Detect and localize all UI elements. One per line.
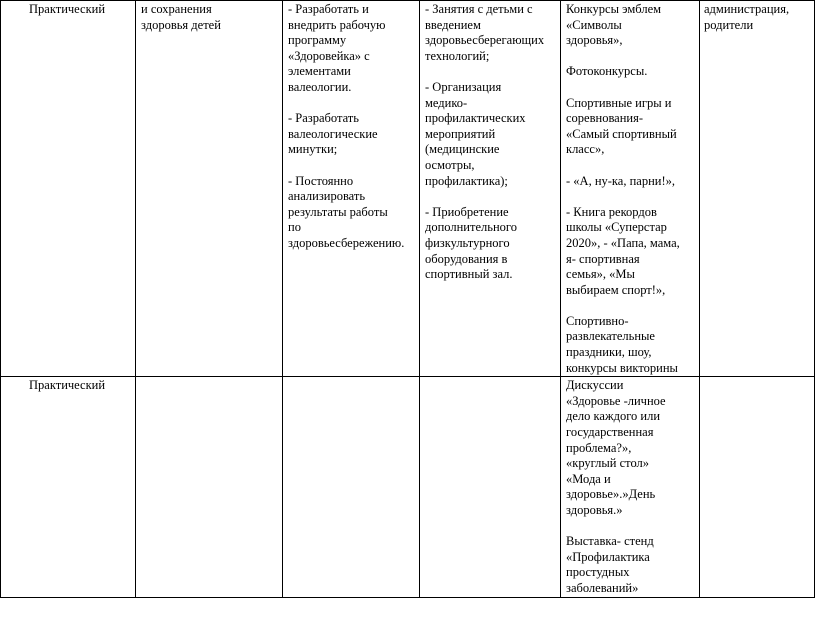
responsible-cell: администрация, родители: [700, 1, 815, 377]
tasks-cell: [283, 377, 420, 597]
table-row: [1, 377, 815, 597]
goal-cell: [136, 377, 283, 597]
responsible-cell: [700, 377, 815, 597]
tasks-cell: - Разработать и внедрить рабочую программу «Здоровейка» с элементами валеологии. - Разработать валеологические минутки; - Постоянно анализировать результаты работы по здоровьесбережению.: [283, 1, 420, 377]
goal-cell: и сохранения здоровья детей: [136, 1, 283, 377]
table-row: [1, 1, 815, 377]
events-cell: Дискуссии «Здоровье -личное дело каждого или государственная проблема?», «круглый стол» «Мода и здоровье».»День здоровья.» Выставка- стенд «Профилактика простудных заболеваний»: [561, 377, 700, 597]
events-cell: Конкурсы эмблем «Символы здоровья», Фотоконкурсы. Спортивные игры и соревнования- «Самый спортивный класс», - «А, ну-ка, парни!», - Книга рекордов школы «Суперстар 2020», - «Папа, мама, я- спортивная семья», «Мы выбираем спорт!», Спортивно- развлекательные праздники, шоу, конкурсы викторины: [561, 1, 700, 377]
stage-cell: Практический: [1, 377, 136, 597]
activities-cell: - Занятия с детьми с введением здоровьесберегающих технологий; - Организация медико- профилактических мероприятий (медицинские осмотры, профилактика); - Приобретение дополнительного физкультурного оборудования в спортивный зал.: [420, 1, 561, 377]
stage-cell: Практический: [1, 1, 136, 377]
activities-cell: [420, 377, 561, 597]
